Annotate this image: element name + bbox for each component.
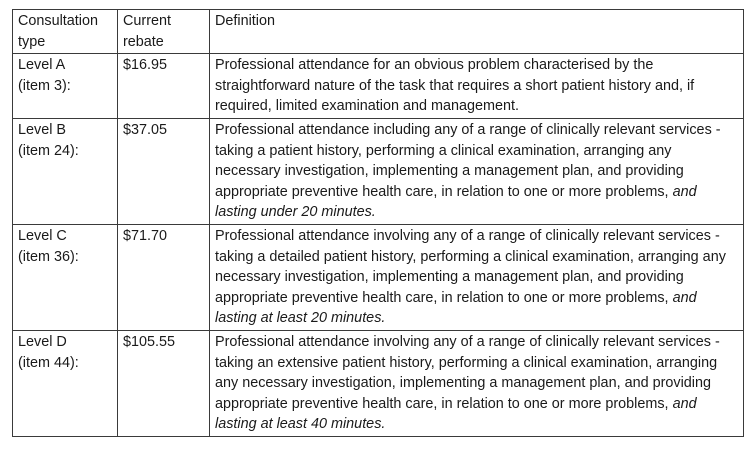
rebate-value: $16.95 <box>123 57 168 74</box>
definition-text: Professional attendance including any of a range of clinically relevant services - taking a patient history, performing a clinical examination, arranging any necessary investigation, implementing a management plan, and providing appropriate preventive health care, in relation to one or more problems, <box>215 121 721 200</box>
definition-cell <box>210 224 744 330</box>
definition-text: Professional attendance involving any of a range of clinically relevant services - taking an extensive patient history, performing a clinical examination, arranging any necessary investigation, implementing a management plan, and providing appropriate preventive health care, in relation to one or more problems, <box>215 333 720 412</box>
rebate-cell <box>118 330 210 436</box>
header-current-rebate-line1: Current <box>123 13 171 29</box>
definition-text: Professional attendance for an obvious problem characterised by the straightforward nature of the task that requires a short patient history and, if required, limited examination and management. <box>215 57 695 115</box>
header-definition <box>210 10 744 54</box>
definition-cell <box>210 330 744 436</box>
header-consultation-type-line2: type <box>18 33 46 50</box>
definition-cell <box>210 54 744 119</box>
rebate-cell <box>118 118 210 224</box>
level-label: Level D <box>18 333 67 350</box>
item-label: (item 24): <box>18 142 79 159</box>
definition-duration: and lasting under 20 minutes. <box>215 183 697 221</box>
consultation-type-cell <box>13 118 118 224</box>
header-consultation-type-line1: Consultation <box>18 13 98 29</box>
header-current-rebate-line2: rebate <box>123 33 164 50</box>
rebate-value: $105.55 <box>123 333 176 350</box>
header-consultation-type <box>13 10 118 54</box>
level-label: Level C <box>18 227 67 244</box>
consultation-type-cell <box>13 330 118 436</box>
rebate-value: $71.70 <box>123 227 168 244</box>
rebate-cell <box>118 54 210 119</box>
item-label: (item 44): <box>18 354 79 371</box>
item-label: (item 3): <box>18 77 71 94</box>
definition-duration: and lasting at least 20 minutes. <box>215 289 697 327</box>
consultation-type-cell <box>13 54 118 119</box>
consultation-rebate-table <box>12 9 744 437</box>
item-label: (item 36): <box>18 248 79 265</box>
rebate-value: $37.05 <box>123 121 168 138</box>
table-row <box>13 330 744 436</box>
definition-text: Professional attendance involving any of a range of clinically relevant services - taking a detailed patient history, performing a clinical examination, arranging any necessary investigation, implementing a management plan, and providing appropriate preventive health care, in relation to one or more problems, <box>215 227 726 306</box>
header-row <box>13 10 744 54</box>
table-row <box>13 224 744 330</box>
level-label: Level B <box>18 121 66 138</box>
table-row <box>13 118 744 224</box>
definition-cell <box>210 118 744 224</box>
header-current-rebate <box>118 10 210 54</box>
header-definition-label: Definition <box>215 13 275 29</box>
definition-duration: and lasting at least 40 minutes. <box>215 395 697 433</box>
table-row <box>13 54 744 119</box>
rebate-cell <box>118 224 210 330</box>
consultation-type-cell <box>13 224 118 330</box>
level-label: Level A <box>18 57 66 74</box>
